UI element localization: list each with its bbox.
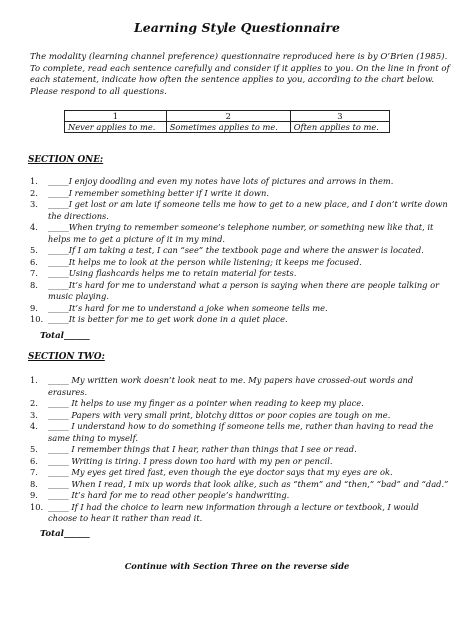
scale-label-often: Often applies to me.	[290, 122, 389, 133]
item-statement: _____I enjoy doodling and even my notes have lots of pictures and arrows in them.	[48, 176, 394, 186]
questionnaire-item	[30, 398, 450, 410]
item-number: 10.	[30, 501, 44, 512]
item-statement: _____ When I read, I mix up words that look alike, such as “them” and “then,” “bad” and “dad.”	[48, 478, 449, 489]
scale-number-3: 3	[290, 111, 389, 122]
questionnaire-item	[30, 490, 450, 502]
section-one-total: Total______	[40, 331, 90, 341]
item-statement: _____If I am taking a test, I can “see” the textbook page and where the answer is located.	[48, 245, 424, 255]
page-title: Learning Style Questionnaire	[134, 20, 340, 35]
questionnaire-item	[30, 314, 450, 326]
item-statement: _____ It’s hard for me to read other people’s handwriting.	[48, 490, 290, 500]
item-statement: _____It helps me to look at the person while listening; it keeps me focused.	[48, 256, 362, 267]
section-one-heading: SECTION ONE:	[28, 155, 104, 165]
item-number: 8.	[30, 279, 38, 290]
questionnaire-item	[30, 303, 450, 315]
item-statement: _____I remember something better if I write it down.	[48, 187, 269, 198]
item-statement: _____It’s hard for me to understand a joke when someone tells me.	[48, 302, 328, 313]
item-statement: _____ Papers with very small print, blotchy dittos or poor copies are tough on me.	[48, 409, 391, 420]
item-statement: _____It’s hard for me to understand what a person is saying when there are people talking or music playing.	[48, 279, 440, 301]
questionnaire-item	[30, 188, 450, 200]
item-statement: _____ Writing is tiring. I press down too hard with my pen or pencil.	[48, 455, 333, 466]
item-number: 2.	[30, 187, 38, 198]
item-number: 6.	[30, 455, 38, 466]
section-two-total: Total______	[40, 529, 90, 539]
questionnaire-item	[30, 222, 450, 245]
scale-number-1: 1	[65, 111, 167, 122]
questionnaire-item	[30, 444, 450, 456]
scale-label-sometimes: Sometimes applies to me.	[166, 122, 290, 133]
questionnaire-item	[30, 257, 450, 269]
item-statement: _____I get lost or am late if someone tells me how to get to a new place, and I don’t write down the directions.	[48, 199, 448, 221]
item-number: 1.	[30, 375, 38, 385]
questionnaire-item	[30, 245, 450, 257]
item-statement: _____ My written work doesn’t look neat to me. My papers have crossed-out words and erasures.	[48, 375, 414, 397]
item-statement: _____When trying to remember someone’s telephone number, or something new like that, it helps me to get a picture of it in my mind.	[48, 222, 434, 244]
item-statement: _____ I understand how to do something if someone tells me, rather than having to read the same thing to myself.	[48, 421, 434, 443]
item-number: 4.	[30, 222, 38, 232]
questionnaire-item	[30, 280, 450, 303]
questionnaire-item	[30, 410, 450, 422]
item-statement: _____ I remember things that I hear, rather than things that I see or read.	[48, 444, 357, 454]
intro-paragraph: The modality (learning channel preference) questionnaire reproduced here is by O’Brien (1985). To complete, read each sentence carefully and consider if it applies to you. On the line in front of each statement, indicate how often the sentence applies to you, according to the chart below. Please respond to all questions.	[30, 52, 450, 97]
questionnaire-item	[30, 268, 450, 280]
scale-label-never: Never applies to me.	[65, 122, 167, 133]
item-number: 8.	[30, 478, 38, 489]
item-statement: _____It is better for me to get work done in a quiet place.	[48, 314, 288, 324]
item-number: 6.	[30, 256, 38, 267]
item-number: 9.	[30, 490, 38, 500]
continue-note: Continue with Section Three on the reverse side	[124, 561, 350, 571]
questionnaire-item	[30, 421, 450, 444]
questionnaire-item	[30, 479, 450, 491]
item-number: 1.	[30, 176, 38, 186]
scale-number-2: 2	[166, 111, 290, 122]
item-statement: _____Using flashcards helps me to retain material for tests.	[48, 268, 297, 278]
questionnaire-item	[30, 502, 450, 525]
questionnaire-item	[30, 375, 450, 398]
item-number: 3.	[30, 409, 38, 420]
item-statement: _____ If I had the choice to learn new information through a lecture or textbook, I would choose to hear it rather than read it.	[48, 501, 419, 523]
item-number: 4.	[30, 421, 38, 431]
section-two-list	[30, 375, 450, 525]
item-statement: _____ My eyes get tired fast, even though the eye doctor says that my eyes are ok.	[48, 467, 393, 477]
item-number: 9.	[30, 302, 38, 313]
item-statement: _____ It helps to use my finger as a pointer when reading to keep my place.	[48, 398, 364, 408]
section-two-heading: SECTION TWO:	[28, 352, 105, 362]
questionnaire-item	[30, 467, 450, 479]
section-one-list	[30, 176, 450, 326]
rating-scale-table	[64, 110, 390, 133]
questionnaire-item	[30, 176, 450, 188]
item-number: 7.	[30, 268, 38, 278]
item-number: 2.	[30, 398, 38, 408]
item-number: 10.	[30, 314, 44, 324]
item-number: 5.	[30, 444, 38, 454]
item-number: 5.	[30, 245, 38, 255]
questionnaire-item	[30, 456, 450, 468]
questionnaire-item	[30, 199, 450, 222]
item-number: 3.	[30, 199, 38, 209]
item-number: 7.	[30, 467, 38, 477]
